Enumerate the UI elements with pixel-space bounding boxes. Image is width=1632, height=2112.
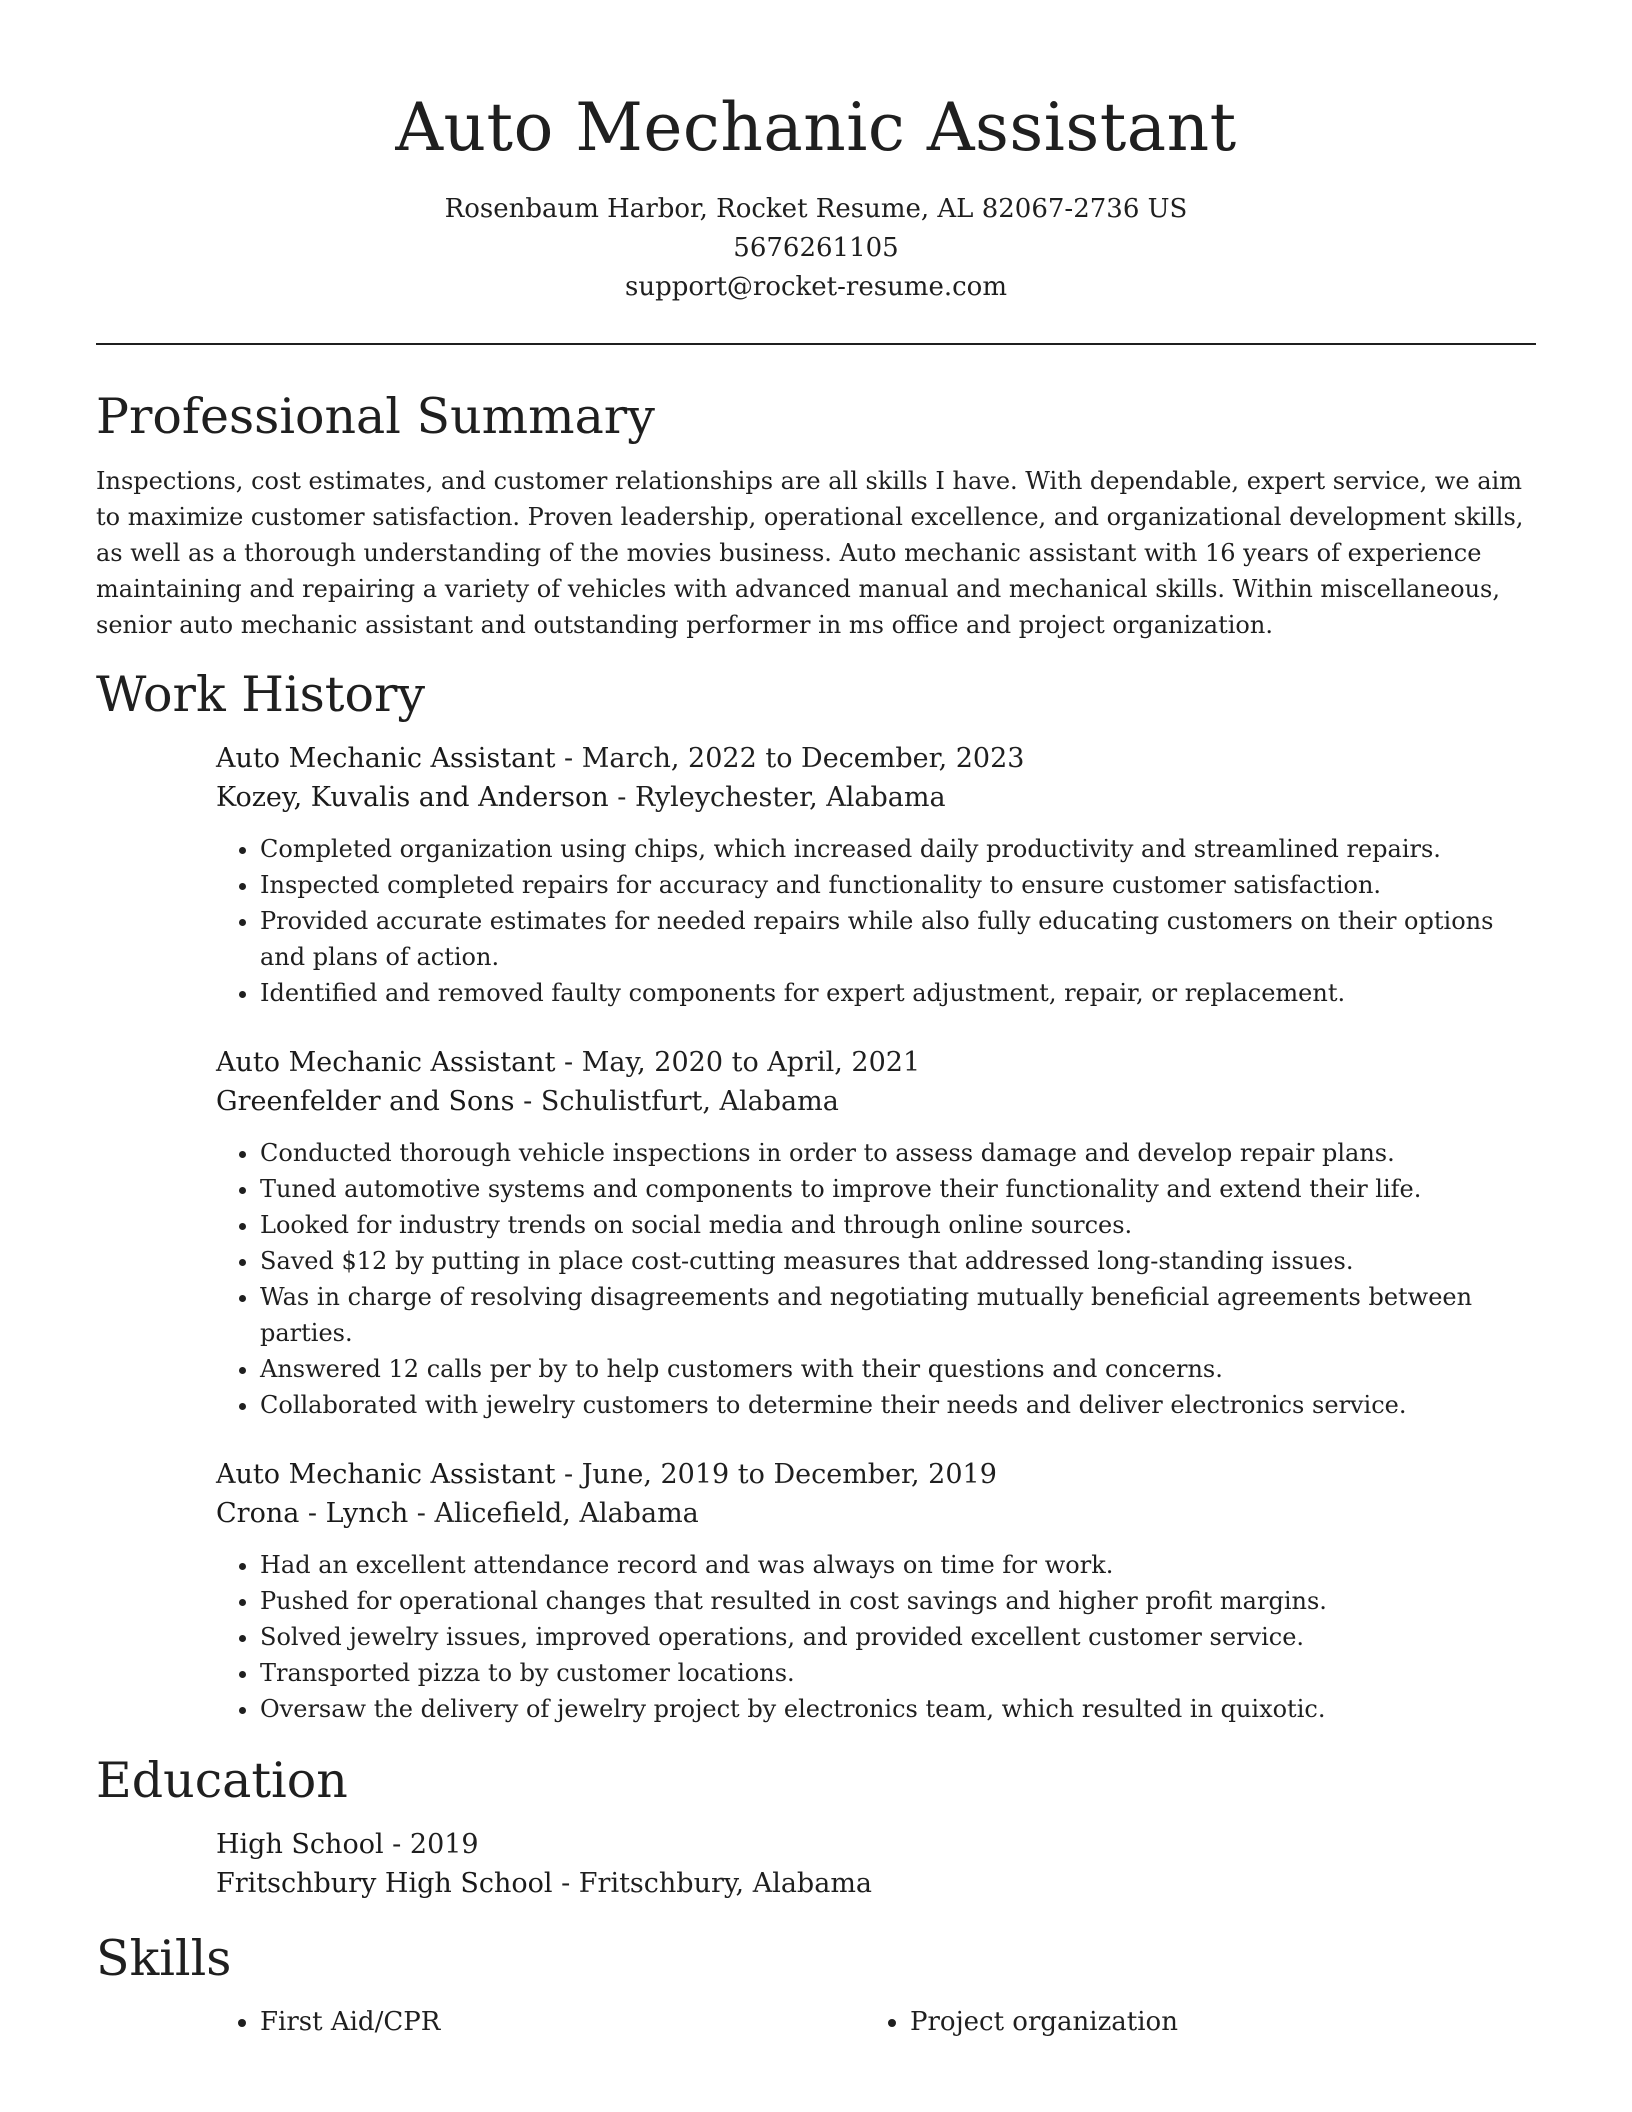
list-item: • Oversaw the delivery of jewelry project by electronics team, which resulted in quixotic. [260,1691,1536,1727]
job-location: Alicefield, Alabama [434,1498,699,1529]
list-item: • Transported pizza to by customer locations. [260,1655,1536,1691]
education-section [96,1751,1536,1903]
skills-section [96,1929,1536,2041]
education-title: Education [96,1752,348,1809]
work-history-section [96,665,1536,1727]
separator: - [383,1829,410,1860]
separator: - [555,743,582,774]
work-history-title: Work History [96,666,426,723]
skills-title: Skills [96,1930,232,1987]
separator: - [608,782,635,813]
education-entry [216,1825,1536,1903]
school-name: Fritschbury High School [216,1868,553,1899]
list-item: • Collaborated with jewelry customers to determine their needs and deliver electronics service. [260,1387,1536,1423]
job-location: Ryleychester, Alabama [634,782,946,813]
header-divider [96,343,1536,345]
list-item: • First Aid/CPR [260,2003,866,2041]
skills-grid [216,2003,1536,2041]
job-entry [216,1043,1536,1423]
list-item: • Was in charge of resolving disagreements and negotiating mutually beneficial agreements between parties. [260,1279,1536,1351]
job-entry [216,739,1536,1011]
job-role: Auto Mechanic Assistant [216,1047,556,1078]
resume-page [96,0,1536,2041]
list-item: • Had an excellent attendance record and was always on time for work. [260,1547,1536,1583]
job-title-line [216,739,1536,778]
email: support@rocket-resume.com [624,272,1007,302]
list-item: • Answered 12 calls per by to help customers with their questions and concerns. [260,1351,1536,1387]
list-item: • Solved jewelry issues, improved operations, and provided excellent customer service. [260,1619,1536,1655]
job-bullets [216,1135,1536,1423]
degree-line [216,1825,1536,1864]
job-role: Auto Mechanic Assistant [216,743,556,774]
summary-text: Inspections, cost estimates, and customer relationships are all skills I have. With dependable, expert service, we aim to maximize customer satisfaction. Proven leadership, operational excellence, and organizational development skills, as well as a thorough understanding of the movies business. Auto mechanic assistant with 16 years of experience maintaining and repairing a variety of vehicles with advanced manual and mechanical skills. Within miscellaneous, senior auto mechanic assistant and outstanding performer in ms office and project organization. [96,467,1524,639]
list-item: • Provided accurate estimates for needed repairs while also fully educating customers on their options and plans of action. [260,903,1536,975]
job-company: Greenfelder and Sons [216,1086,515,1117]
address: Rosenbaum Harbor, Rocket Resume, AL 82067-2736 US [444,194,1188,224]
job-title-line [216,1455,1536,1494]
list-item: • Identified and removed faulty components for expert adjustment, repair, or replacement. [260,975,1536,1011]
job-dates: March, 2022 to December, 2023 [581,743,1025,774]
job-bullets [216,831,1536,1011]
job-dates: June, 2019 to December, 2019 [581,1459,997,1490]
school-location: Fritschbury, Alabama [578,1868,873,1899]
list-item: • Conducted thorough vehicle inspections in order to assess damage and develop repair plans. [260,1135,1536,1171]
separator: - [555,1459,582,1490]
graduation-year: 2019 [409,1829,479,1860]
separator: - [514,1086,541,1117]
list-item: • Completed organization using chips, which increased daily productivity and streamlined repairs. [260,831,1536,867]
job-title-line [216,1043,1536,1082]
phone: 5676261105 [733,233,899,263]
list-item: • Looked for industry trends on social media and through online sources. [260,1207,1536,1243]
job-company-line [216,778,1536,817]
list-item: • Pushed for operational changes that resulted in cost savings and higher profit margins. [260,1583,1536,1619]
job-entry [216,1455,1536,1727]
list-item: • Project organization [910,2003,1516,2041]
school-line [216,1864,1536,1903]
list-item: • Tuned automotive systems and components to improve their functionality and extend their life. [260,1171,1536,1207]
job-bullets [216,1547,1536,1727]
job-company-line [216,1082,1536,1121]
separator: - [555,1047,582,1078]
summary-title: Professional Summary [96,388,655,445]
job-location: Schulistfurt, Alabama [540,1086,839,1117]
job-role: Auto Mechanic Assistant [216,1459,556,1490]
job-company: Crona - Lynch [216,1498,409,1529]
summary-section [96,387,1536,643]
resume-header [96,0,1536,307]
list-item: • Inspected completed repairs for accuracy and functionality to ensure customer satisfaction. [260,867,1536,903]
separator: - [408,1498,435,1529]
skills-left-column [216,2003,866,2041]
degree: High School [216,1829,384,1860]
list-item: • Saved $12 by putting in place cost-cutting measures that addressed long-standing issues. [260,1243,1536,1279]
job-company: Kozey, Kuvalis and Anderson [216,782,609,813]
skills-right-column [866,2003,1516,2041]
job-dates: May, 2020 to April, 2021 [581,1047,921,1078]
candidate-name: Auto Mechanic Assistant [395,89,1237,166]
contact-info [96,190,1536,307]
separator: - [552,1868,579,1899]
job-company-line [216,1494,1536,1533]
